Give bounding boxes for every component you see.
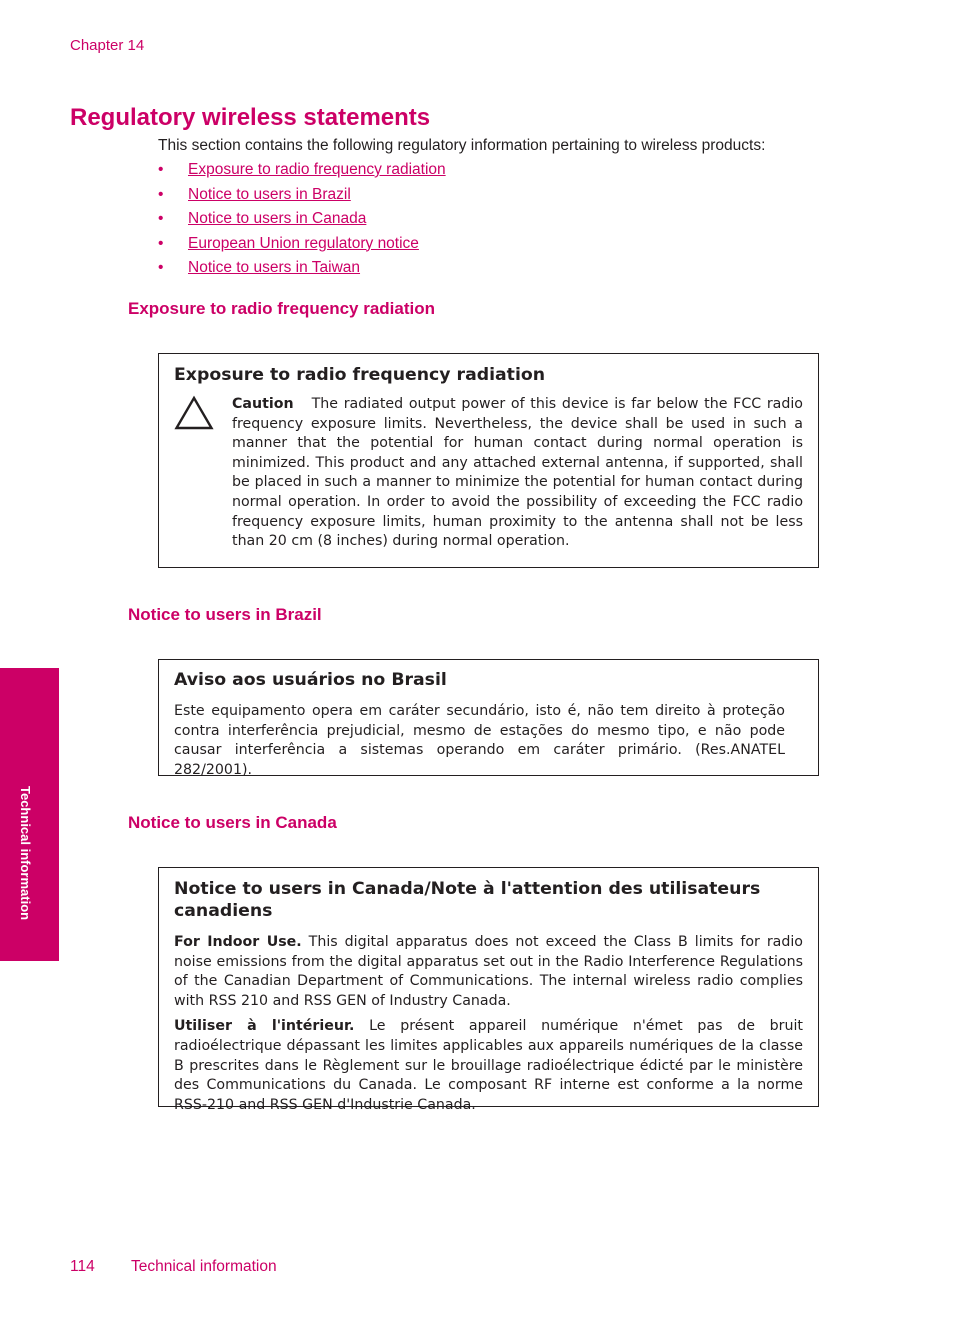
canada-box-title: Notice to users in Canada/Note à l'attention des utilisateurs canadiens — [174, 879, 761, 921]
canada-french-text: Le présent appareil numérique n'émet pas de bruit radioélectrique dépassant les limites applicables aux appareils numériques de la classe B prescrites dans le Règlement sur le brouillage radioélectrique édicté par le ministère des Communications du Canada. Le composant RF interne est conforme a la norme RSS-210 and RSS GEN d'Industrie Canada. — [174, 1018, 803, 1113]
canada-french-paragraph — [174, 1017, 803, 1115]
link-eu[interactable]: European Union regulatory notice — [188, 234, 419, 252]
canada-french-lead: Utiliser à l'intérieur. — [174, 1018, 355, 1035]
canada-notice-box — [158, 867, 819, 1113]
canada-english-text: This digital apparatus does not exceed the Class B limits for radio noise emissions from the digital apparatus set out in the Radio Interference Regulations of the Canadian Department of Communications. The internal wireless radio complies with RSS 210 and RSS GEN of Industry Canada. — [174, 934, 803, 1009]
side-tab-label: Technical information — [18, 786, 33, 921]
toc-item-canada — [158, 210, 446, 235]
canada-english-paragraph — [174, 933, 803, 1011]
intro-text: This section contains the following regulatory information pertaining to wireless products: — [158, 137, 766, 154]
page-title: Regulatory wireless statements — [70, 104, 431, 131]
caution-note — [174, 395, 803, 552]
bullet: • — [158, 185, 164, 203]
caution-text — [232, 395, 803, 552]
footer-label: Technical information — [131, 1258, 277, 1275]
link-brazil[interactable]: Notice to users in Brazil — [188, 185, 351, 203]
chapter-label: Chapter 14 — [70, 37, 145, 54]
bullet: • — [158, 210, 164, 227]
section-heading-canada: Notice to users in Canada — [128, 813, 337, 832]
caution-body: The radiated output power of this device is far below the FCC radio frequency exposure limits. Nevertheless, the device shall be used in such a manner that the potential for human contact during normal operation is minimized. This product and any attached external antenna, if supported, shall be placed in such a manner to minimize the potential for human contact during normal operation. In order to avoid the possibility of exceeding the FCC radio frequency exposure limits, human proximity to the antenna shall not be less than 20 cm (8 inches) during normal operation. — [232, 396, 803, 550]
exposure-box-title: Exposure to radio frequency radiation — [174, 365, 546, 385]
side-tab — [0, 668, 59, 961]
page-number: 114 — [70, 1258, 95, 1275]
brazil-box-title: Aviso aos usuários no Brasil — [174, 670, 447, 690]
warning-triangle-icon — [174, 395, 214, 431]
link-canada[interactable]: Notice to users in Canada — [188, 210, 367, 227]
section-heading-brazil: Notice to users in Brazil — [128, 605, 322, 624]
bullet: • — [158, 259, 164, 276]
link-taiwan[interactable]: Notice to users in Taiwan — [188, 259, 361, 276]
brazil-text: Este equipamento opera em caráter secundário, isto é, não tem direito à proteção contra interferência prejudicial, mesmo de estações do mesmo tipo, e não pode causar interferência a sistemas operando em caráter primário. (Res.ANATEL 282/2001). — [174, 703, 785, 778]
link-exposure[interactable]: Exposure to radio frequency radiation — [188, 161, 446, 178]
toc-item-eu — [158, 235, 446, 260]
section-heading-exposure: Exposure to radio frequency radiation — [128, 299, 436, 318]
caution-label: Caution — [232, 396, 294, 412]
toc-item-brazil — [158, 186, 446, 211]
brazil-notice-box — [158, 659, 819, 776]
section-link-list — [158, 161, 446, 284]
canada-english-lead: For Indoor Use. — [174, 934, 302, 950]
bullet: • — [158, 161, 164, 178]
exposure-notice-box — [158, 353, 819, 568]
toc-item-taiwan — [158, 259, 446, 284]
bullet: • — [158, 234, 164, 252]
toc-item-exposure — [158, 161, 446, 186]
